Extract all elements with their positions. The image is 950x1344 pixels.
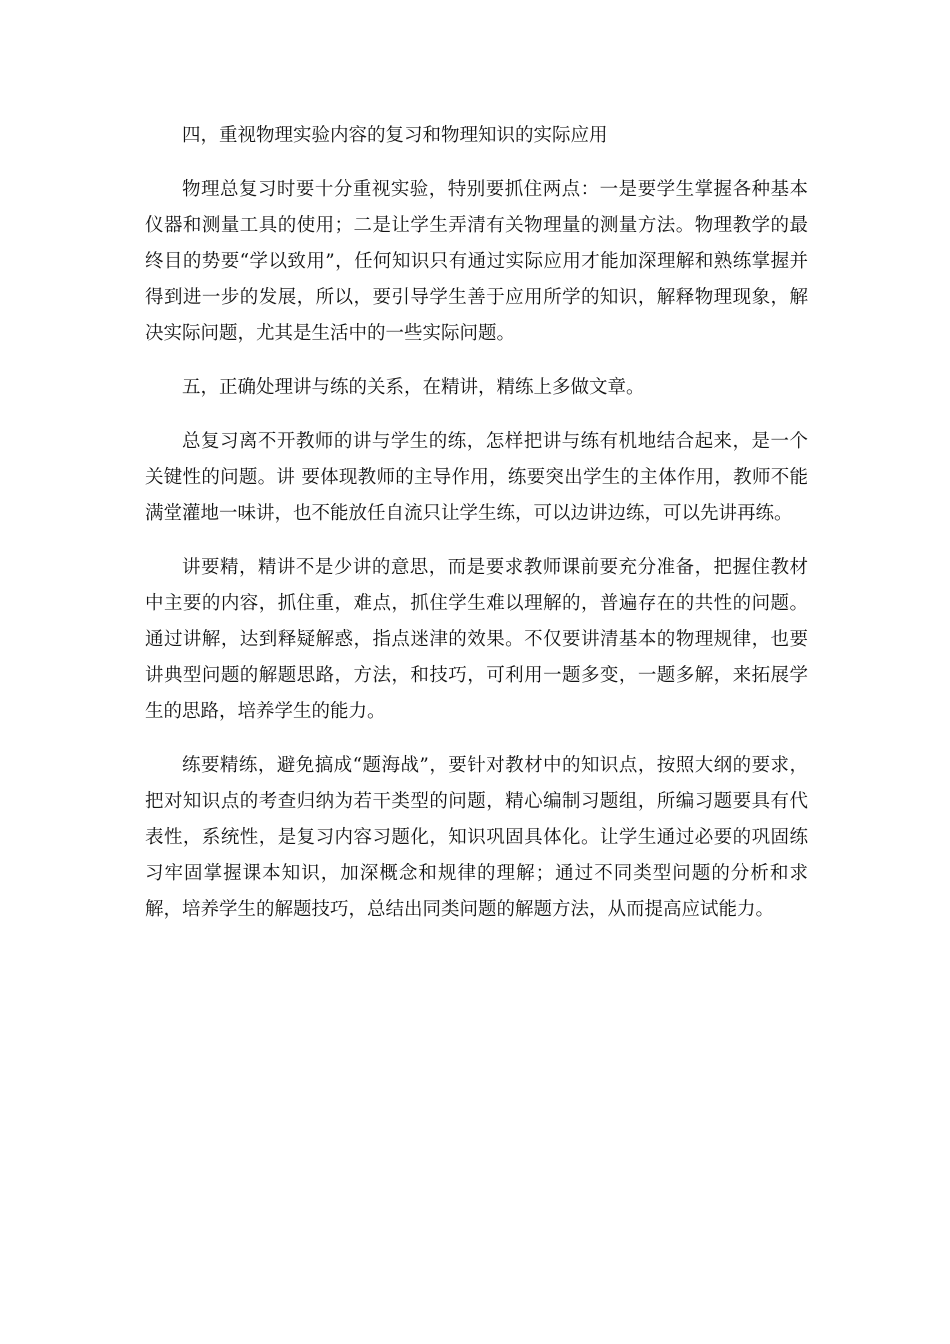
section-heading-5: 五，正确处理讲与练的关系，在精讲，精练上多做文章。 (182, 377, 645, 398)
section-heading-4: 四，重视物理实验内容的复习和物理知识的实际应用 (182, 125, 608, 146)
paragraph-experiment-review: 物理总复习时要十分重视实验，特别要抓住两点：一是要学生掌握各种基本仪器和测量工具的使用；二是让学生弄清有关物理量的测量方法。物理教学的最终目的势要“学以致用”，任何知识只有通过实际应用才能加深理解和熟练掌握并得到进一步的发展，所以，要引导学生善于应用所学的知识，解释物理现象，解决实际问题，尤其是生活中的一些实际问题。 (145, 179, 808, 344)
paragraph-precise-practice: 练要精练，避免搞成“题海战”，要针对教材中的知识点，按照大纲的要求，把对知识点的考查归纳为若干类型的问题，精心编制习题组，所编习题要具有代表性，系统性，是复习内容习题化，知识巩固具体化。让学生通过必要的巩固练习牢固掌握课本知识，加深概念和规律的理解；通过不同类型问题的分析和求解，培养学生的解题技巧，总结出同类问题的解题方法，从而提高应试能力。 (145, 755, 808, 920)
paragraph-precise-lecture: 讲要精，精讲不是少讲的意思，而是要求教师课前要充分准备，把握住教材中主要的内容，抓住重，难点，抓住学生难以理解的，普遍存在的共性的问题。通过讲解，达到释疑解惑，指点迷津的效果。不仅要讲清基本的物理规律，也要讲典型问题的解题思路，方法，和技巧，可利用一题多变，一题多解，来拓展学生的思路，培养学生的能力。 (145, 557, 808, 722)
paragraph-lecture-practice: 总复习离不开教师的讲与学生的练，怎样把讲与练有机地结合起来，是一个关键性的问题。讲 要体现教师的主导作用，练要突出学生的主体作用，教师不能满堂灌地一味讲，也不能放任自流只让学生练，可以边讲边练，可以先讲再练。 (145, 431, 808, 524)
document-page (145, 118, 808, 928)
